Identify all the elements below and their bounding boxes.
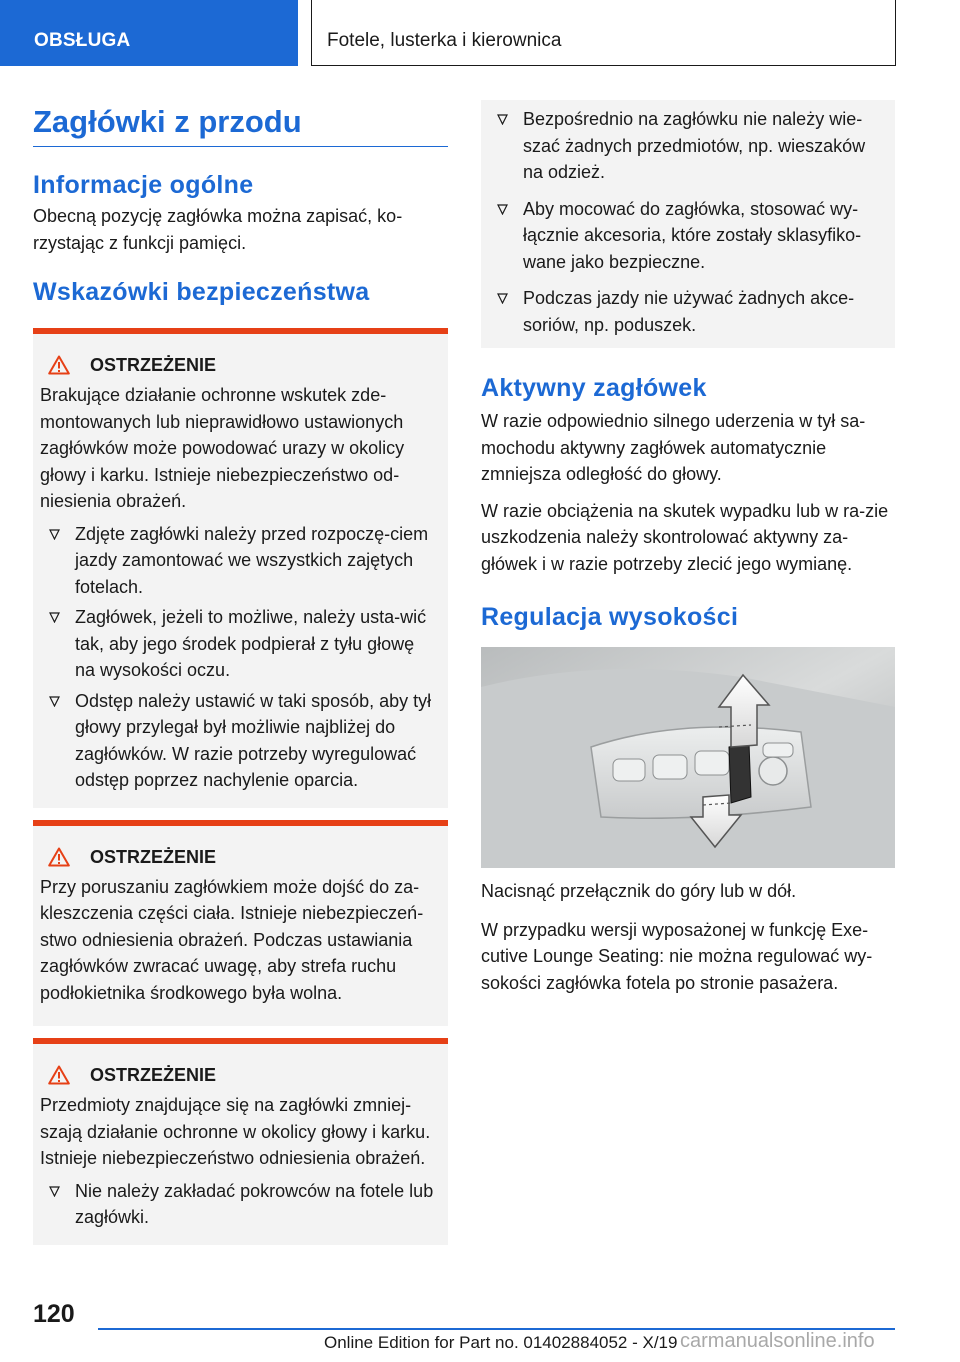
warning-triangle-icon [48, 847, 70, 867]
left-column [33, 100, 448, 1245]
warning-list [40, 1178, 438, 1231]
general-text: Obecną pozycję zagłówka można zapisać, ko-rzystając z funkcji pamięci. [33, 206, 403, 253]
bullet-triangle-icon [497, 204, 508, 215]
bullet-triangle-icon [49, 612, 60, 623]
active-text-1: W razie odpowiednio silnego uderzenia w tył sa-mochodu aktywny zagłówek automatycznie zmniejsza odległość do głowy. [481, 411, 866, 484]
seat-switch-photo [481, 647, 895, 868]
section-label: OBSŁUGA [34, 30, 131, 51]
list-item: Odstęp należy ustawić w taki sposób, aby tył głowy przylegał był możliwie najbliżej do zagłówków. W razie potrzeby wyregulować odstęp poprzez nachylenie oparcia. [40, 688, 438, 794]
section-tab [0, 0, 298, 66]
list-item: Zdjęte zagłówki należy przed rozpoczę-ciem jazdy zamontować we wszystkich zajętych fotelach. [40, 521, 438, 601]
warning-text: Brakujące działanie ochronne wskutek zde-montowanych lub nieprawidłowo ustawionych zagłówków może powodować urazy w okolicy głowy i karku. Istnieje niebezpieczeństwo od-niesienia obrażeń. [40, 385, 405, 511]
height-text-1: Nacisnąć przełącznik do góry lub w dół. [481, 881, 797, 901]
list-item: Zagłówek, jeżeli to możliwe, należy usta-wić tak, aby jego środek podpierał z tyłu głowę na wysokości oczu. [40, 604, 438, 684]
bullet-triangle-icon [49, 696, 60, 707]
warning-list [488, 100, 885, 338]
right-column [481, 100, 895, 996]
footer-edition: Online Edition for Part no. 01402884052 - X/19 [324, 1333, 678, 1352]
page-number: 120 [33, 1300, 75, 1328]
watermark: carmanualsonline.info [680, 1330, 875, 1352]
warning-box [33, 820, 448, 1027]
bullet-triangle-icon [49, 1186, 60, 1197]
list-item: Bezpośrednio na zagłówku nie należy wie-szać żadnych przedmiotów, np. wieszaków na odzież. [488, 106, 885, 186]
warning-list [40, 521, 438, 794]
list-item: Nie należy zakładać pokrowców na fotele lub zagłówki. [40, 1178, 438, 1231]
warning-title: OSTRZEŻENIE [40, 844, 438, 870]
warning-triangle-icon [48, 355, 70, 375]
list-item: Podczas jazdy nie używać żadnych akce-soriów, np. poduszek. [488, 285, 885, 338]
warning-title: OSTRZEŻENIE [40, 352, 438, 378]
warning-text: Przedmioty znajdujące się na zagłówki zmniej-szają działanie ochronne w okolicy głowy i karku. Istnieje niebezpieczeństwo odniesienia obrażeń. [40, 1095, 431, 1168]
chapter-header [311, 0, 896, 66]
list-item: Aby mocować do zagłówka, stosować wy-łącznie akcesoria, które zostały sklasyfiko-wane jako bezpieczne. [488, 196, 885, 276]
general-heading: Informacje ogólne [33, 171, 254, 199]
page-title: Zagłówki z przodu [33, 100, 448, 147]
warning-box [33, 328, 448, 808]
active-text-2: W razie obciążenia na skutek wypadku lub w ra-zie uszkodzenia należy skontrolować aktywny za-główek i w razie potrzeby zlecić jego wymianę. [481, 500, 889, 574]
bullet-triangle-icon [497, 114, 508, 125]
active-heading: Aktywny zagłówek [481, 374, 707, 402]
warning-continuation [481, 100, 895, 348]
warning-title: OSTRZEŻENIE [40, 1062, 438, 1088]
height-text-2: W przypadku wersji wyposażonej w funkcję Exe-cutive Lounge Seating: nie można regulować wy-sokości zagłówka fotela po stronie pasażera. [481, 919, 873, 993]
bullet-triangle-icon [49, 529, 60, 540]
warning-text: Przy poruszaniu zagłówkiem może dojść do za-kleszczenia części ciała. Istnieje niebezpieczeń-stwo odniesienia obrażeń. Podczas ustawiania zagłówków zwracać uwagę, aby strefa ruchu podłokietnika środkowego była wolna. [40, 876, 424, 1003]
bullet-triangle-icon [497, 293, 508, 304]
warning-triangle-icon [48, 1065, 70, 1085]
safety-heading: Wskazówki bezpieczeństwa [33, 278, 370, 306]
warning-box [33, 1038, 448, 1245]
height-heading: Regulacja wysokości [481, 603, 739, 631]
chapter-title: Fotele, lusterka i kierownica [327, 30, 562, 51]
